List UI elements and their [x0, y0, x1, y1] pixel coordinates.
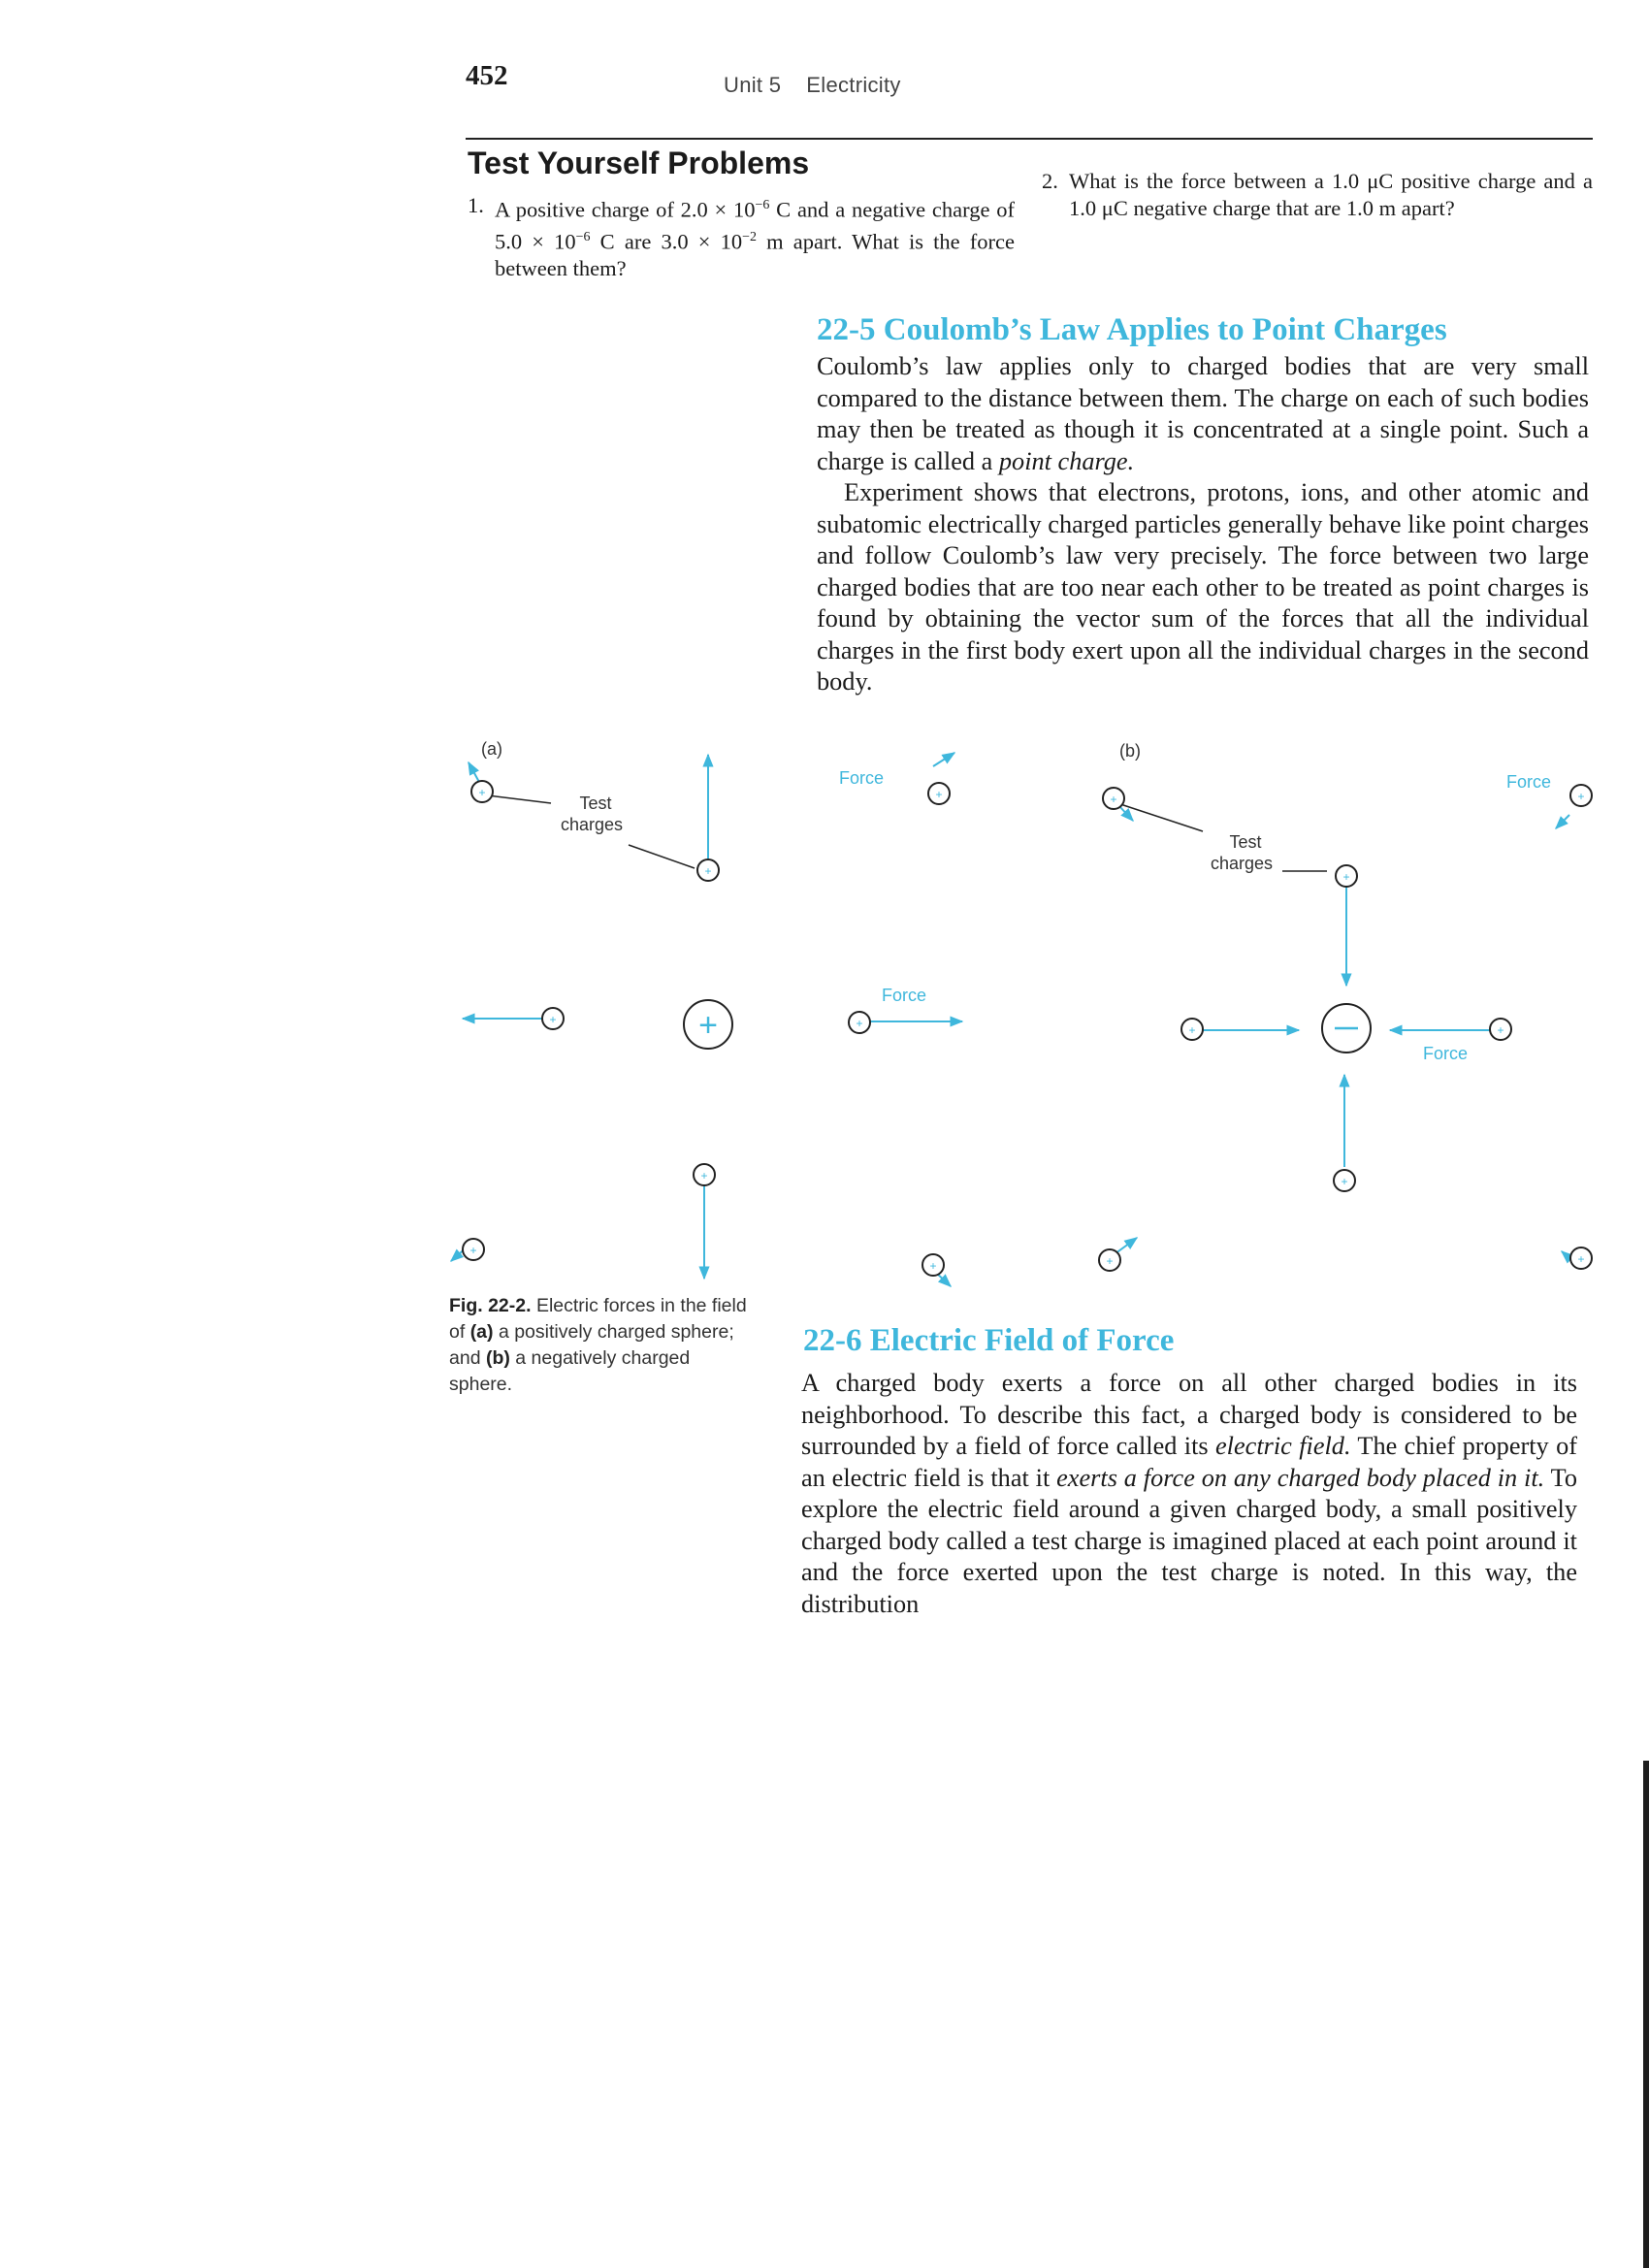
header-rule	[466, 138, 1593, 140]
svg-text:+: +	[549, 1013, 557, 1026]
figure-diagram	[427, 728, 1600, 1310]
term-point-charge: point charge.	[998, 446, 1135, 475]
force-label: Force	[1422, 1044, 1469, 1063]
term-exerts-force: exerts a force on any charged body placed in it.	[1056, 1463, 1545, 1492]
problem-1	[468, 192, 1015, 282]
test-charge	[471, 781, 493, 802]
svg-text:+: +	[856, 1017, 863, 1030]
test-charge	[1334, 1170, 1355, 1191]
unit-title: Electricity	[806, 73, 901, 97]
unit-label: Unit 5	[724, 73, 782, 97]
force-label: Force	[1505, 772, 1552, 792]
running-head	[724, 73, 901, 98]
problem-2	[1042, 168, 1593, 222]
test-charge	[922, 1254, 944, 1276]
svg-text:+: +	[700, 1169, 708, 1183]
test-charges-label-b: Test charges	[1210, 832, 1274, 873]
svg-text:+: +	[478, 786, 486, 799]
problem-number: 1.	[468, 193, 484, 217]
test-charge	[1490, 1019, 1511, 1040]
problem-text: What is the force between a 1.0 μC positive charge and a 1.0 μC negative charge that are 1.0 m apart?	[1069, 169, 1593, 220]
svg-text:+: +	[1110, 793, 1117, 806]
force-arrow	[1556, 815, 1569, 828]
panel-a-label: (a)	[481, 739, 502, 759]
paragraph: Experiment shows that electrons, protons, ions, and other atomic and subatomic electrically charged particles generally behave like point charges and follow Coulomb’s law very precisely. The force between two large charged bodies that are too near each other to be treated as point charges is found by obtaining the vector sum of the forces that all the individual charges in the first body exert upon all the individual charges in the second body.	[817, 478, 1589, 696]
section-22-6-title: 22-6 Electric Field of Force	[803, 1323, 1175, 1358]
test-charge	[1570, 1247, 1592, 1269]
problem-number: 2.	[1042, 169, 1058, 193]
panel-b-label: (b)	[1119, 741, 1141, 761]
svg-text:+: +	[704, 864, 712, 878]
force-label: Force	[838, 768, 885, 788]
svg-text:+: +	[1341, 1175, 1348, 1188]
test-charge	[697, 859, 719, 881]
test-charge	[1336, 865, 1357, 887]
page-number: 452	[466, 60, 508, 91]
test-charge	[849, 1012, 870, 1033]
svg-text:+: +	[929, 1259, 937, 1273]
leader-line	[1112, 801, 1203, 831]
svg-text:+: +	[1188, 1023, 1196, 1037]
force-label: Force	[881, 986, 927, 1005]
test-charge	[1103, 788, 1124, 809]
paragraph: Coulomb’s law applies only to charged bodies that are very small compared to the distance between them. The charge on each of such bodies may then be treated as though it is concentrated at a single point. Such a charge is called a point charge.	[817, 352, 1589, 475]
positive-sign: +	[698, 1007, 718, 1044]
svg-text:+: +	[1497, 1023, 1504, 1037]
figure-22-2	[427, 728, 1600, 1310]
panel-b	[1099, 772, 1592, 1271]
svg-text:+: +	[469, 1244, 477, 1257]
scan-edge	[1643, 1761, 1649, 2268]
test-charge	[928, 783, 950, 804]
panel-a	[451, 753, 962, 1286]
problem-text: A positive charge of $2.0 \times 10^{-6}$ C and a negative charge of $5.0 \times 10^{-6}$ C are $3.0 \times 10^{-2}$ m apart. What is the force between them?	[495, 197, 1015, 280]
section-22-5-title: 22-5 Coulomb’s Law Applies to Point Charges	[817, 312, 1447, 347]
svg-text:+: +	[1577, 790, 1585, 803]
test-charge	[463, 1239, 484, 1260]
test-charge	[1181, 1019, 1203, 1040]
section-22-6-body	[801, 1368, 1577, 1620]
test-charge	[1099, 1249, 1120, 1271]
force-arrow	[933, 753, 954, 766]
leader-line	[629, 845, 695, 868]
svg-text:+: +	[1577, 1252, 1585, 1266]
figure-caption: Fig. 22-2. Electric forces in the field of (a) a positively charged sphere; and (b) a negatively charged sphere.	[449, 1295, 747, 1395]
section-22-5-body	[817, 351, 1589, 698]
test-charge	[1570, 785, 1592, 806]
svg-text:+: +	[1342, 870, 1350, 884]
paragraph: A charged body exerts a force on all other charged bodies in its neighborhood. To describe this fact, a charged body is considered to be surrounded by a field of force called its electric field. The chief property of an electric field is that it exerts a force on any charged body placed in it. To explore the electric field around a given charged body, a small positively charged body called a test charge is imagined placed at each point around it and the force exerted upon the test charge is noted. In this way, the distribution	[801, 1369, 1577, 1618]
test-charge	[542, 1008, 564, 1029]
svg-text:+: +	[935, 788, 943, 801]
svg-text:+: +	[1106, 1254, 1114, 1268]
test-charge	[694, 1164, 715, 1185]
test-charges-label-a: Test charges	[560, 794, 624, 834]
test-yourself-title: Test Yourself Problems	[468, 146, 810, 180]
caption-label: Fig. 22-2.	[449, 1295, 532, 1316]
term-electric-field: electric field.	[1215, 1432, 1351, 1460]
